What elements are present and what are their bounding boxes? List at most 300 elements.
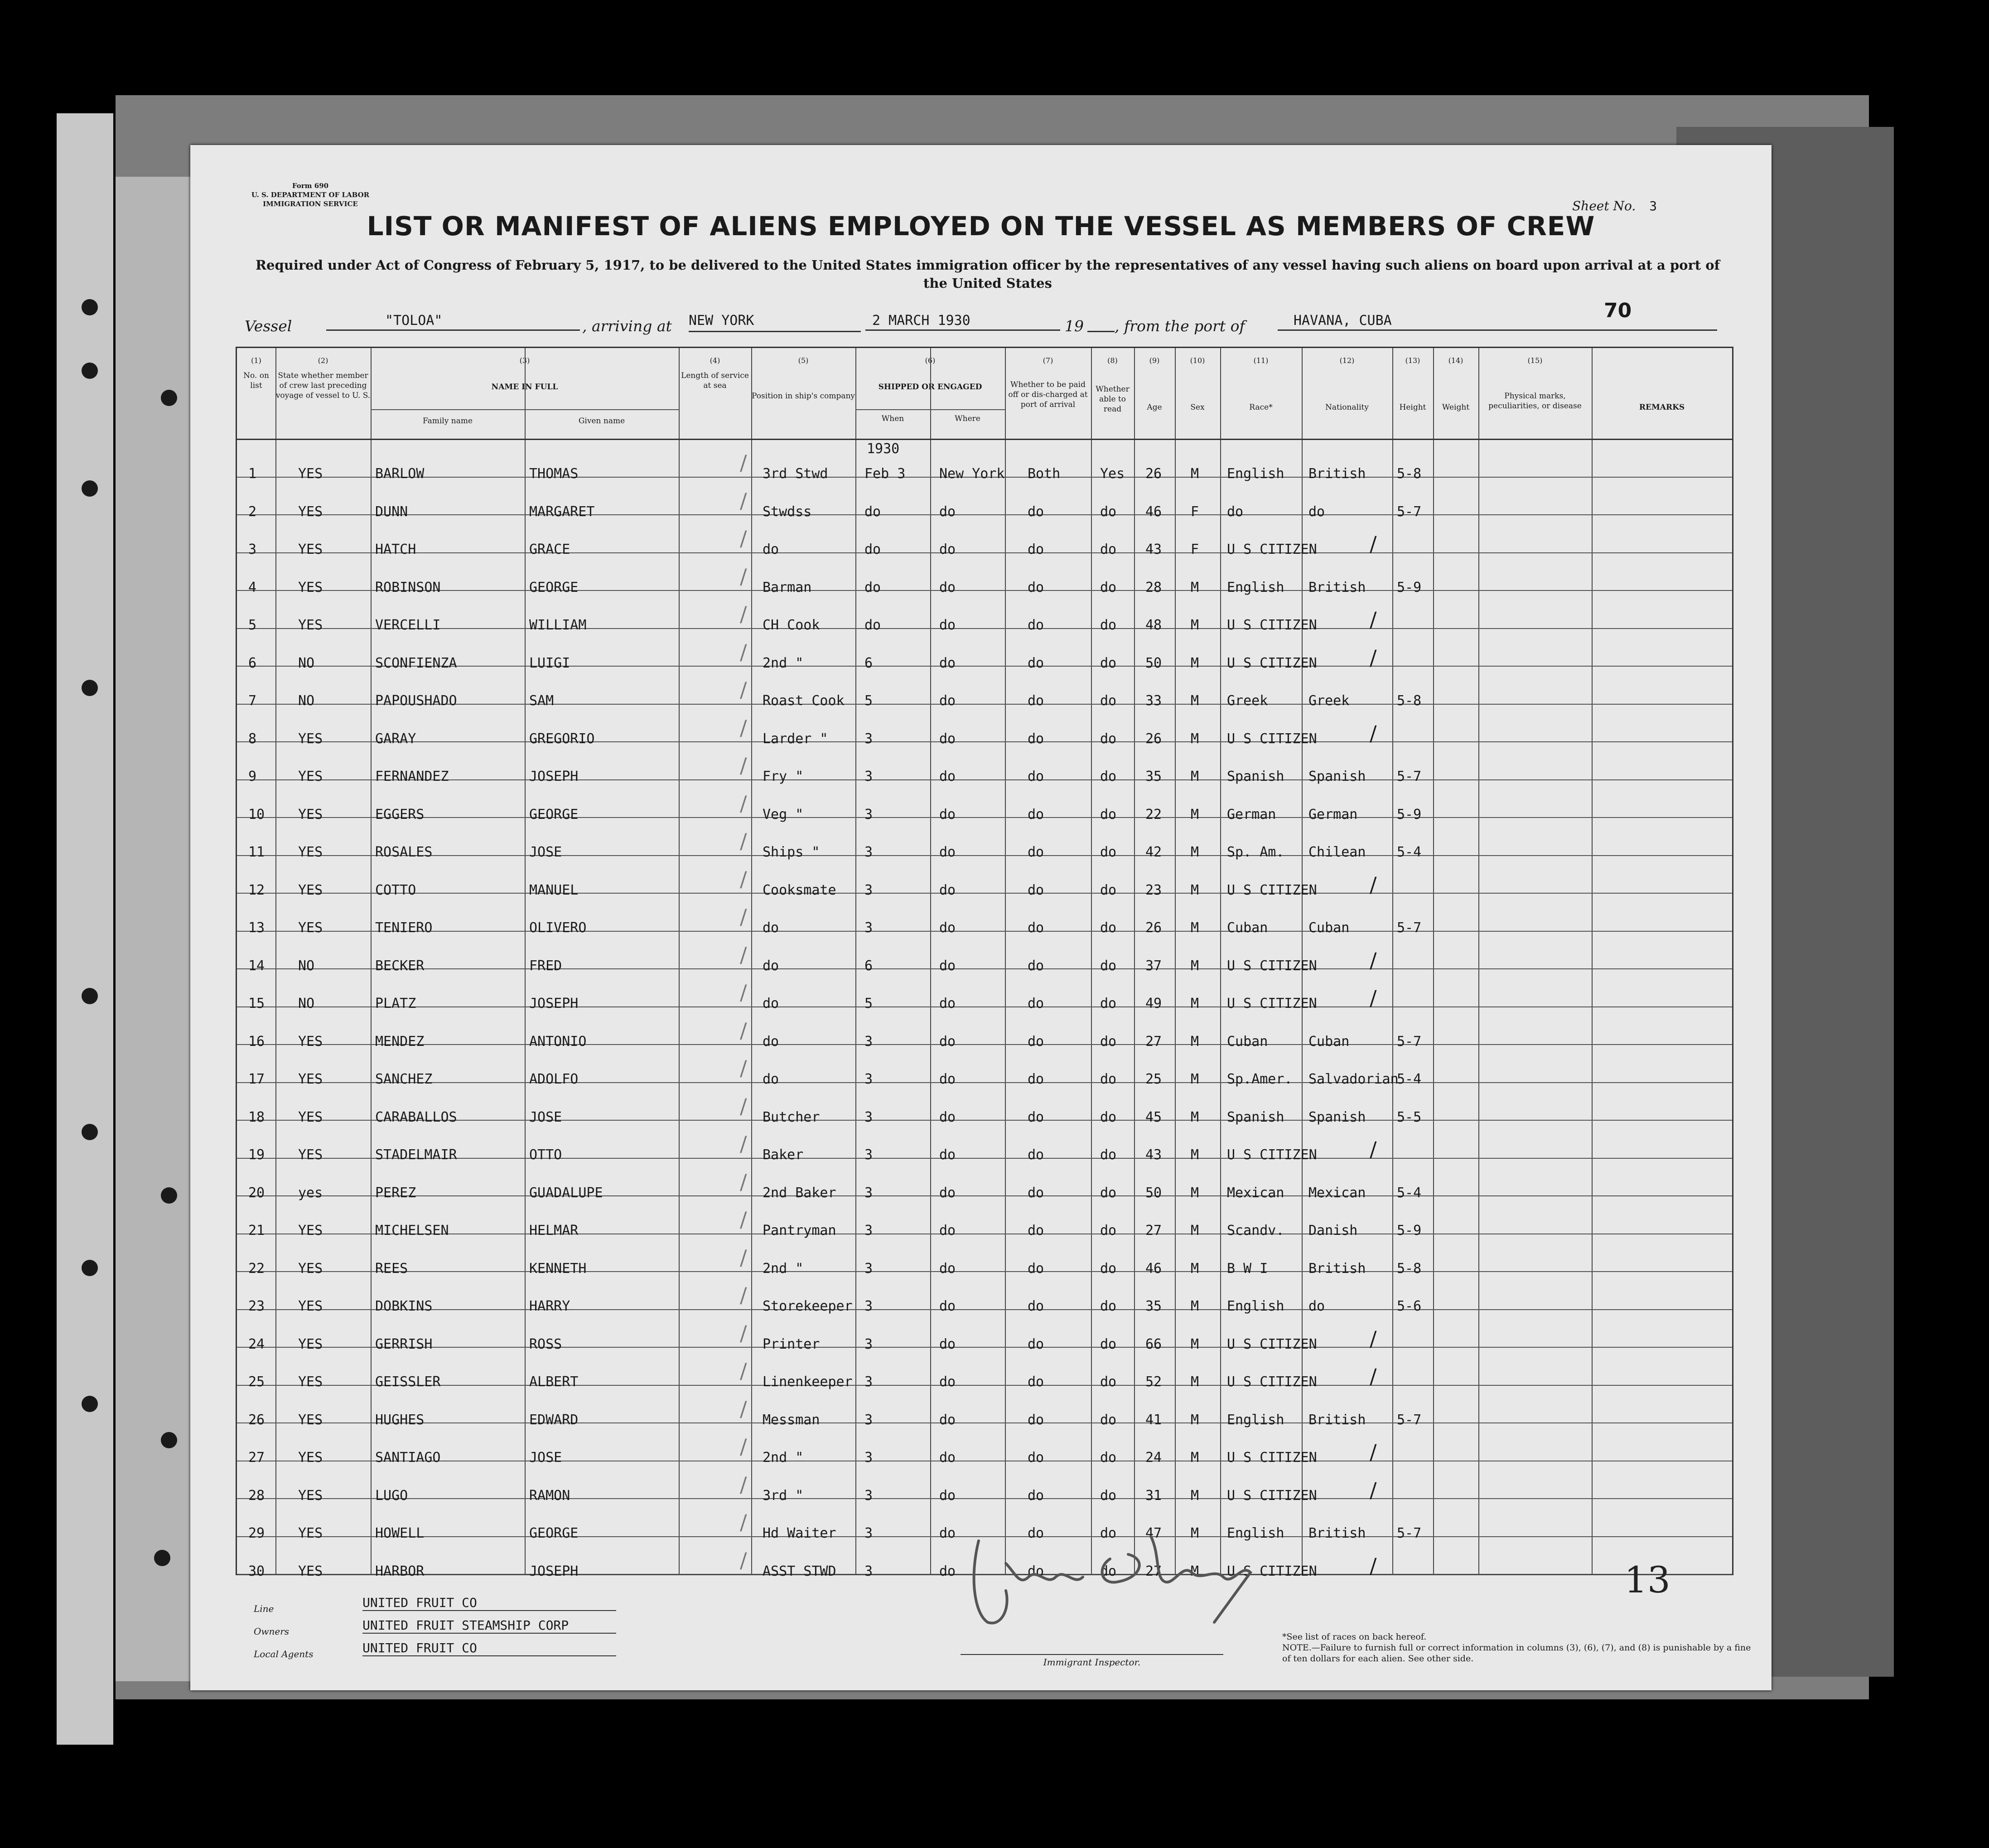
column-rule [371, 348, 372, 1574]
check-mark-icon: ∕ [740, 1207, 747, 1232]
position: 2nd " [763, 1260, 804, 1277]
row-rule [237, 666, 1732, 667]
given-name: ANTONIO [529, 1033, 587, 1050]
row-rule [237, 741, 1732, 742]
height: 5-9 [1397, 806, 1422, 822]
shipped-when: 3 [864, 806, 873, 822]
column-number: (2) [318, 356, 328, 365]
row-number: 13 [248, 920, 265, 936]
subheader-rule [855, 409, 1005, 410]
age: 27 [1145, 1563, 1162, 1579]
header-where: Where [955, 414, 980, 423]
row-rule [237, 1082, 1732, 1083]
shipped-where: do [939, 542, 956, 557]
race: Cuban [1227, 920, 1268, 936]
shipped-where: do [939, 579, 956, 595]
previous-voyage: YES [298, 1298, 323, 1314]
race: Sp.Amer. [1227, 1071, 1293, 1087]
year-label: 19 [1065, 317, 1084, 335]
row-number: 24 [248, 1336, 265, 1352]
family-name: PEREZ [375, 1185, 416, 1201]
able-to-read: do [1100, 617, 1117, 633]
citizen-tick-icon: / [1370, 1137, 1377, 1161]
shipped-where: do [939, 693, 956, 709]
row-rule [237, 893, 1732, 894]
sex: M [1191, 1336, 1199, 1352]
header-physical-marks: Physical marks, peculiarities, or disease [1488, 392, 1582, 411]
age: 47 [1145, 1525, 1162, 1541]
row-number: 18 [248, 1109, 265, 1125]
age: 26 [1145, 466, 1162, 482]
shipped-when: 5 [864, 693, 873, 709]
previous-voyage: YES [298, 1487, 323, 1504]
family-name: SCONFIENZA [375, 655, 457, 671]
given-name: GUADALUPE [529, 1185, 603, 1201]
header-position: Position in ship's company [751, 392, 855, 401]
row-rule [237, 931, 1732, 932]
form-number: Form 690 [292, 182, 329, 190]
position: Pantryman [763, 1223, 836, 1238]
check-mark-icon: ∕ [740, 488, 747, 513]
age: 66 [1145, 1336, 1162, 1352]
line-label: Line [254, 1603, 274, 1614]
height: 5-4 [1397, 1071, 1422, 1087]
given-name: SAM [529, 693, 554, 709]
shipped-when: 3 [864, 1223, 873, 1238]
sex: M [1191, 1412, 1199, 1428]
race: Scandv. [1227, 1223, 1284, 1238]
position: 2nd " [763, 655, 804, 671]
previous-voyage: YES [298, 769, 323, 784]
given-name: HARRY [529, 1298, 570, 1314]
inspector-signature [961, 1509, 1278, 1645]
race: U S CITIZEN [1227, 1487, 1317, 1504]
family-name: DUNN [375, 503, 408, 520]
header-no: No. on list [243, 371, 269, 390]
age: 31 [1145, 1487, 1162, 1504]
sex: F [1191, 503, 1199, 520]
header-height: Height [1399, 403, 1426, 412]
paid-off: do [1028, 1525, 1044, 1541]
paid-off: do [1028, 503, 1044, 520]
given-name: EDWARD [529, 1412, 579, 1428]
family-name: MENDEZ [375, 1033, 425, 1050]
header-age: Age [1147, 403, 1162, 412]
shipped-when: do [864, 579, 881, 595]
nationality: Spanish [1308, 1109, 1366, 1125]
column-rule [930, 348, 931, 1574]
sex: M [1191, 1109, 1199, 1125]
given-name: GEORGE [529, 1525, 579, 1541]
column-number: (14) [1448, 356, 1463, 365]
age: 52 [1145, 1374, 1162, 1390]
race: U S CITIZEN [1227, 1374, 1317, 1390]
column-rule [1134, 348, 1135, 1574]
column-number: (8) [1107, 356, 1118, 365]
citizen-tick-icon: / [1370, 1553, 1377, 1578]
age: 43 [1145, 542, 1162, 557]
position: Ships " [763, 844, 820, 860]
height: 5-7 [1397, 1412, 1422, 1428]
header-able-to-read: Whether able to read [1096, 385, 1130, 414]
given-name: GEORGE [529, 579, 579, 595]
previous-voyage: NO [298, 996, 315, 1011]
check-mark-icon: ∕ [740, 450, 747, 475]
column-rule [1175, 348, 1176, 1574]
height: 5-9 [1397, 1223, 1422, 1238]
row-rule [237, 1422, 1732, 1423]
paid-off: do [1028, 655, 1044, 671]
column-number: (6) [925, 356, 936, 365]
nationality: Salvadorian [1308, 1071, 1399, 1087]
penalty-note: NOTE.—Failure to furnish full or correct information in columns (3), (6), (7), and (8) is punishable by a fine of ten dollars for each alien. See other side. [1282, 1643, 1751, 1664]
page-number: 70 [1604, 299, 1632, 322]
previous-voyage: YES [298, 1525, 323, 1541]
subheader-rule [371, 409, 679, 410]
given-name: HELMAR [529, 1223, 579, 1238]
header-when: When [881, 414, 904, 423]
check-mark-icon: ∕ [740, 753, 747, 778]
able-to-read: do [1100, 730, 1117, 747]
age: 50 [1145, 1185, 1162, 1201]
shipped-when: 3 [864, 920, 873, 936]
column-number: (12) [1339, 356, 1355, 365]
row-number: 6 [248, 655, 257, 671]
row-rule [237, 817, 1732, 818]
nationality: British [1308, 1525, 1366, 1541]
row-number: 21 [248, 1223, 265, 1238]
previous-voyage: YES [298, 466, 323, 482]
age: 23 [1145, 882, 1162, 898]
check-mark-icon: ∕ [740, 942, 747, 967]
header-shipped-or-engaged: SHIPPED OR ENGAGED [878, 382, 982, 392]
given-name: WILLIAM [529, 617, 587, 633]
paid-off: do [1028, 882, 1044, 898]
backing-sheet-left-inner [116, 177, 193, 1681]
able-to-read: do [1100, 542, 1117, 557]
row-number: 1 [248, 466, 257, 482]
given-name: JOSEPH [529, 1563, 579, 1579]
previous-voyage: YES [298, 844, 323, 860]
row-rule [237, 968, 1732, 969]
previous-voyage: YES [298, 1374, 323, 1390]
able-to-read: do [1100, 1450, 1117, 1466]
check-mark-icon: ∕ [740, 1548, 747, 1572]
shipped-where: New York [939, 466, 1005, 482]
family-name: FERNANDEZ [375, 769, 449, 784]
row-rule [237, 779, 1732, 780]
citizen-tick-icon: / [1370, 645, 1377, 670]
paid-off: do [1028, 730, 1044, 747]
age: 45 [1145, 1109, 1162, 1125]
able-to-read: do [1100, 958, 1117, 974]
check-mark-icon: ∕ [740, 980, 747, 1005]
able-to-read: do [1100, 1298, 1117, 1314]
paid-off: do [1028, 693, 1044, 709]
height: 5-4 [1397, 1185, 1422, 1201]
race: U S CITIZEN [1227, 1147, 1317, 1163]
shipped-where: do [939, 655, 956, 671]
row-number: 17 [248, 1071, 265, 1087]
family-name: EGGERS [375, 806, 425, 822]
given-name: JOSEPH [529, 769, 579, 784]
punch-hole-icon [154, 1550, 170, 1566]
row-number: 22 [248, 1260, 265, 1277]
given-name: ADOLFO [529, 1071, 579, 1087]
column-number: (3) [519, 356, 530, 365]
check-mark-icon: ∕ [740, 829, 747, 853]
shipped-where: do [939, 1071, 956, 1087]
given-name: MARGARET [529, 503, 595, 520]
check-mark-icon: ∕ [740, 1018, 747, 1043]
family-name: VERCELLI [375, 617, 441, 633]
row-rule [237, 704, 1732, 705]
column-number: (15) [1527, 356, 1543, 365]
given-name: JOSE [529, 1109, 562, 1125]
shipped-when: 3 [864, 1147, 873, 1163]
row-rule [237, 514, 1732, 515]
owners-label: Owners [254, 1626, 290, 1637]
citizen-tick-icon: / [1370, 1440, 1377, 1464]
family-name: GEISSLER [375, 1374, 441, 1390]
shipped-where: do [939, 1563, 956, 1579]
age: 24 [1145, 1450, 1162, 1466]
race: U S CITIZEN [1227, 996, 1317, 1011]
check-mark-icon: ∕ [740, 1510, 747, 1534]
check-mark-icon: ∕ [740, 526, 747, 551]
row-rule [237, 1195, 1732, 1196]
shipped-when: Feb 3 [864, 466, 906, 482]
sex: M [1191, 655, 1199, 671]
vessel-label: Vessel [245, 317, 292, 335]
row-rule [237, 855, 1732, 856]
paid-off: do [1028, 1223, 1044, 1238]
shipped-where: do [939, 1487, 956, 1504]
sex: M [1191, 1260, 1199, 1277]
age: 46 [1145, 1260, 1162, 1277]
from-port: HAVANA, CUBA [1278, 313, 1717, 331]
shipped-where: do [939, 920, 956, 936]
column-rule [1433, 348, 1434, 1574]
row-number: 12 [248, 882, 265, 898]
given-name: JOSEPH [529, 996, 579, 1011]
punch-hole-icon [82, 1124, 98, 1140]
arrival-date: 2 MARCH 1930 [865, 313, 1060, 331]
column-number: (7) [1043, 356, 1053, 365]
able-to-read: do [1100, 655, 1117, 671]
race: German [1227, 806, 1276, 822]
column-rule [1091, 348, 1092, 1574]
check-mark-icon: ∕ [740, 564, 747, 589]
punch-hole-icon [161, 390, 177, 406]
able-to-read: do [1100, 996, 1117, 1011]
position: Baker [763, 1147, 804, 1163]
given-name: GREGORIO [529, 730, 595, 747]
shipped-where: do [939, 617, 956, 633]
position: Linenkeeper [763, 1374, 853, 1390]
shipped-when: 3 [864, 1374, 873, 1390]
position: do [763, 996, 779, 1011]
sex: M [1191, 1563, 1199, 1579]
shipped-where: do [939, 1298, 956, 1314]
previous-voyage: yes [298, 1185, 323, 1201]
column-number: (1) [251, 356, 261, 365]
age: 41 [1145, 1412, 1162, 1428]
paid-off: do [1028, 1374, 1044, 1390]
punch-hole-icon [161, 1187, 177, 1204]
position: 3rd " [763, 1487, 804, 1504]
column-number: (4) [710, 356, 720, 365]
sex: M [1191, 1487, 1199, 1504]
family-name: REES [375, 1260, 408, 1277]
position: Printer [763, 1336, 820, 1352]
position: Cooksmate [763, 882, 836, 898]
header-length-of-service: Length of service at sea [681, 371, 749, 390]
able-to-read: do [1100, 1563, 1117, 1579]
shipped-when: 3 [864, 1298, 873, 1314]
position: Messman [763, 1412, 820, 1428]
row-number: 16 [248, 1033, 265, 1050]
shipped-when: 3 [864, 1109, 873, 1125]
position: ASST STWD [763, 1563, 836, 1579]
check-mark-icon: ∕ [740, 1245, 747, 1270]
line-value: UNITED FRUIT CO [362, 1595, 616, 1611]
page-title: LIST OR MANIFEST OF ALIENS EMPLOYED ON THE VESSEL AS MEMBERS OF CREW [367, 211, 1595, 242]
service: IMMIGRATION SERVICE [263, 200, 358, 208]
manifest-sheet [190, 145, 1772, 1690]
shipped-when: 3 [864, 882, 873, 898]
previous-voyage: NO [298, 958, 315, 974]
header-given-name: Given name [578, 416, 625, 426]
shipped-where: do [939, 996, 956, 1011]
able-to-read: do [1100, 579, 1117, 595]
shipped-where: do [939, 1185, 956, 1201]
inspector-label: Immigrant Inspector. [961, 1654, 1223, 1668]
family-name: PAPOUSHADO [375, 693, 457, 709]
row-rule [237, 590, 1732, 591]
sex: M [1191, 844, 1199, 860]
header-race: Race* [1249, 403, 1273, 412]
age: 26 [1145, 920, 1162, 936]
height: 5-7 [1397, 1033, 1422, 1050]
column-number: (5) [798, 356, 809, 365]
shipped-when: 3 [864, 1525, 873, 1541]
family-name: HOWELL [375, 1525, 425, 1541]
check-mark-icon: ∕ [740, 905, 747, 929]
position: Stwdss [763, 503, 812, 520]
shipped-where: do [939, 1109, 956, 1125]
family-name: BECKER [375, 958, 425, 974]
race: Spanish [1227, 769, 1284, 784]
race: Mexican [1227, 1185, 1284, 1201]
shipped-when: 6 [864, 655, 873, 671]
race: Greek [1227, 693, 1268, 709]
race: Spanish [1227, 1109, 1284, 1125]
able-to-read: do [1100, 1412, 1117, 1428]
row-number: 11 [248, 844, 265, 860]
family-name: MICHELSEN [375, 1223, 449, 1238]
punch-hole-icon [82, 480, 98, 497]
column-rule [679, 348, 680, 1574]
previous-voyage: YES [298, 806, 323, 822]
paid-off: do [1028, 920, 1044, 936]
race: English [1227, 579, 1284, 595]
check-mark-icon: ∕ [740, 791, 747, 816]
footer-note [1282, 1631, 1753, 1664]
race: U S CITIZEN [1227, 882, 1317, 898]
shipped-when: 3 [864, 1336, 873, 1352]
sex: F [1191, 542, 1199, 557]
able-to-read: do [1100, 1109, 1117, 1125]
paid-off: do [1028, 1336, 1044, 1352]
given-name: THOMAS [529, 466, 579, 482]
column-rule [1392, 348, 1393, 1574]
shipped-where: do [939, 1450, 956, 1466]
age: 49 [1145, 996, 1162, 1011]
able-to-read: do [1100, 1071, 1117, 1087]
citizen-tick-icon: / [1370, 721, 1377, 745]
column-rule [525, 348, 526, 1574]
given-name: JOSE [529, 1450, 562, 1466]
position: 3rd Stwd [763, 466, 828, 482]
citizen-tick-icon: / [1370, 948, 1377, 972]
shipped-where: do [939, 1147, 956, 1163]
previous-voyage: YES [298, 1109, 323, 1125]
previous-voyage: YES [298, 730, 323, 747]
row-rule [237, 1309, 1732, 1310]
paid-off: do [1028, 579, 1044, 595]
previous-voyage: YES [298, 1563, 323, 1579]
height: 5-7 [1397, 1525, 1422, 1541]
race: U S CITIZEN [1227, 1450, 1317, 1466]
position: Storekeeper [763, 1298, 853, 1314]
paid-off: do [1028, 1071, 1044, 1087]
row-number: 7 [248, 693, 257, 709]
family-name: DOBKINS [375, 1298, 433, 1314]
shipped-when: 5 [864, 996, 873, 1011]
age: 33 [1145, 693, 1162, 709]
position: do [763, 542, 779, 557]
check-mark-icon: ∕ [740, 1056, 747, 1080]
paid-off: do [1028, 1487, 1044, 1504]
row-number: 20 [248, 1185, 265, 1201]
race: B W I [1227, 1260, 1268, 1277]
check-mark-icon: ∕ [740, 1169, 747, 1194]
age: 22 [1145, 806, 1162, 822]
header-previous-voyage: State whether member of crew last preceding voyage of vessel to U. S. [275, 371, 371, 400]
able-to-read: do [1100, 1260, 1117, 1277]
paid-off: Both [1028, 466, 1061, 482]
row-rule [237, 1498, 1732, 1499]
shipped-where: do [939, 1223, 956, 1238]
nationality: Cuban [1308, 1033, 1350, 1050]
position: Hd Waiter [763, 1525, 836, 1541]
row-number: 9 [248, 769, 257, 784]
arriving-port: NEW YORK [689, 313, 861, 332]
shipped-where: do [939, 503, 956, 520]
previous-voyage: YES [298, 1223, 323, 1238]
nationality: do [1308, 1298, 1325, 1314]
column-rule [751, 348, 752, 1574]
row-number: 19 [248, 1147, 265, 1163]
header-sex: Sex [1190, 403, 1205, 412]
sex: M [1191, 466, 1199, 482]
sex: M [1191, 958, 1199, 974]
from-port-label: , from the port of [1115, 317, 1245, 335]
family-name: STADELMAIR [375, 1147, 457, 1163]
sex: M [1191, 617, 1199, 633]
previous-voyage: YES [298, 1071, 323, 1087]
